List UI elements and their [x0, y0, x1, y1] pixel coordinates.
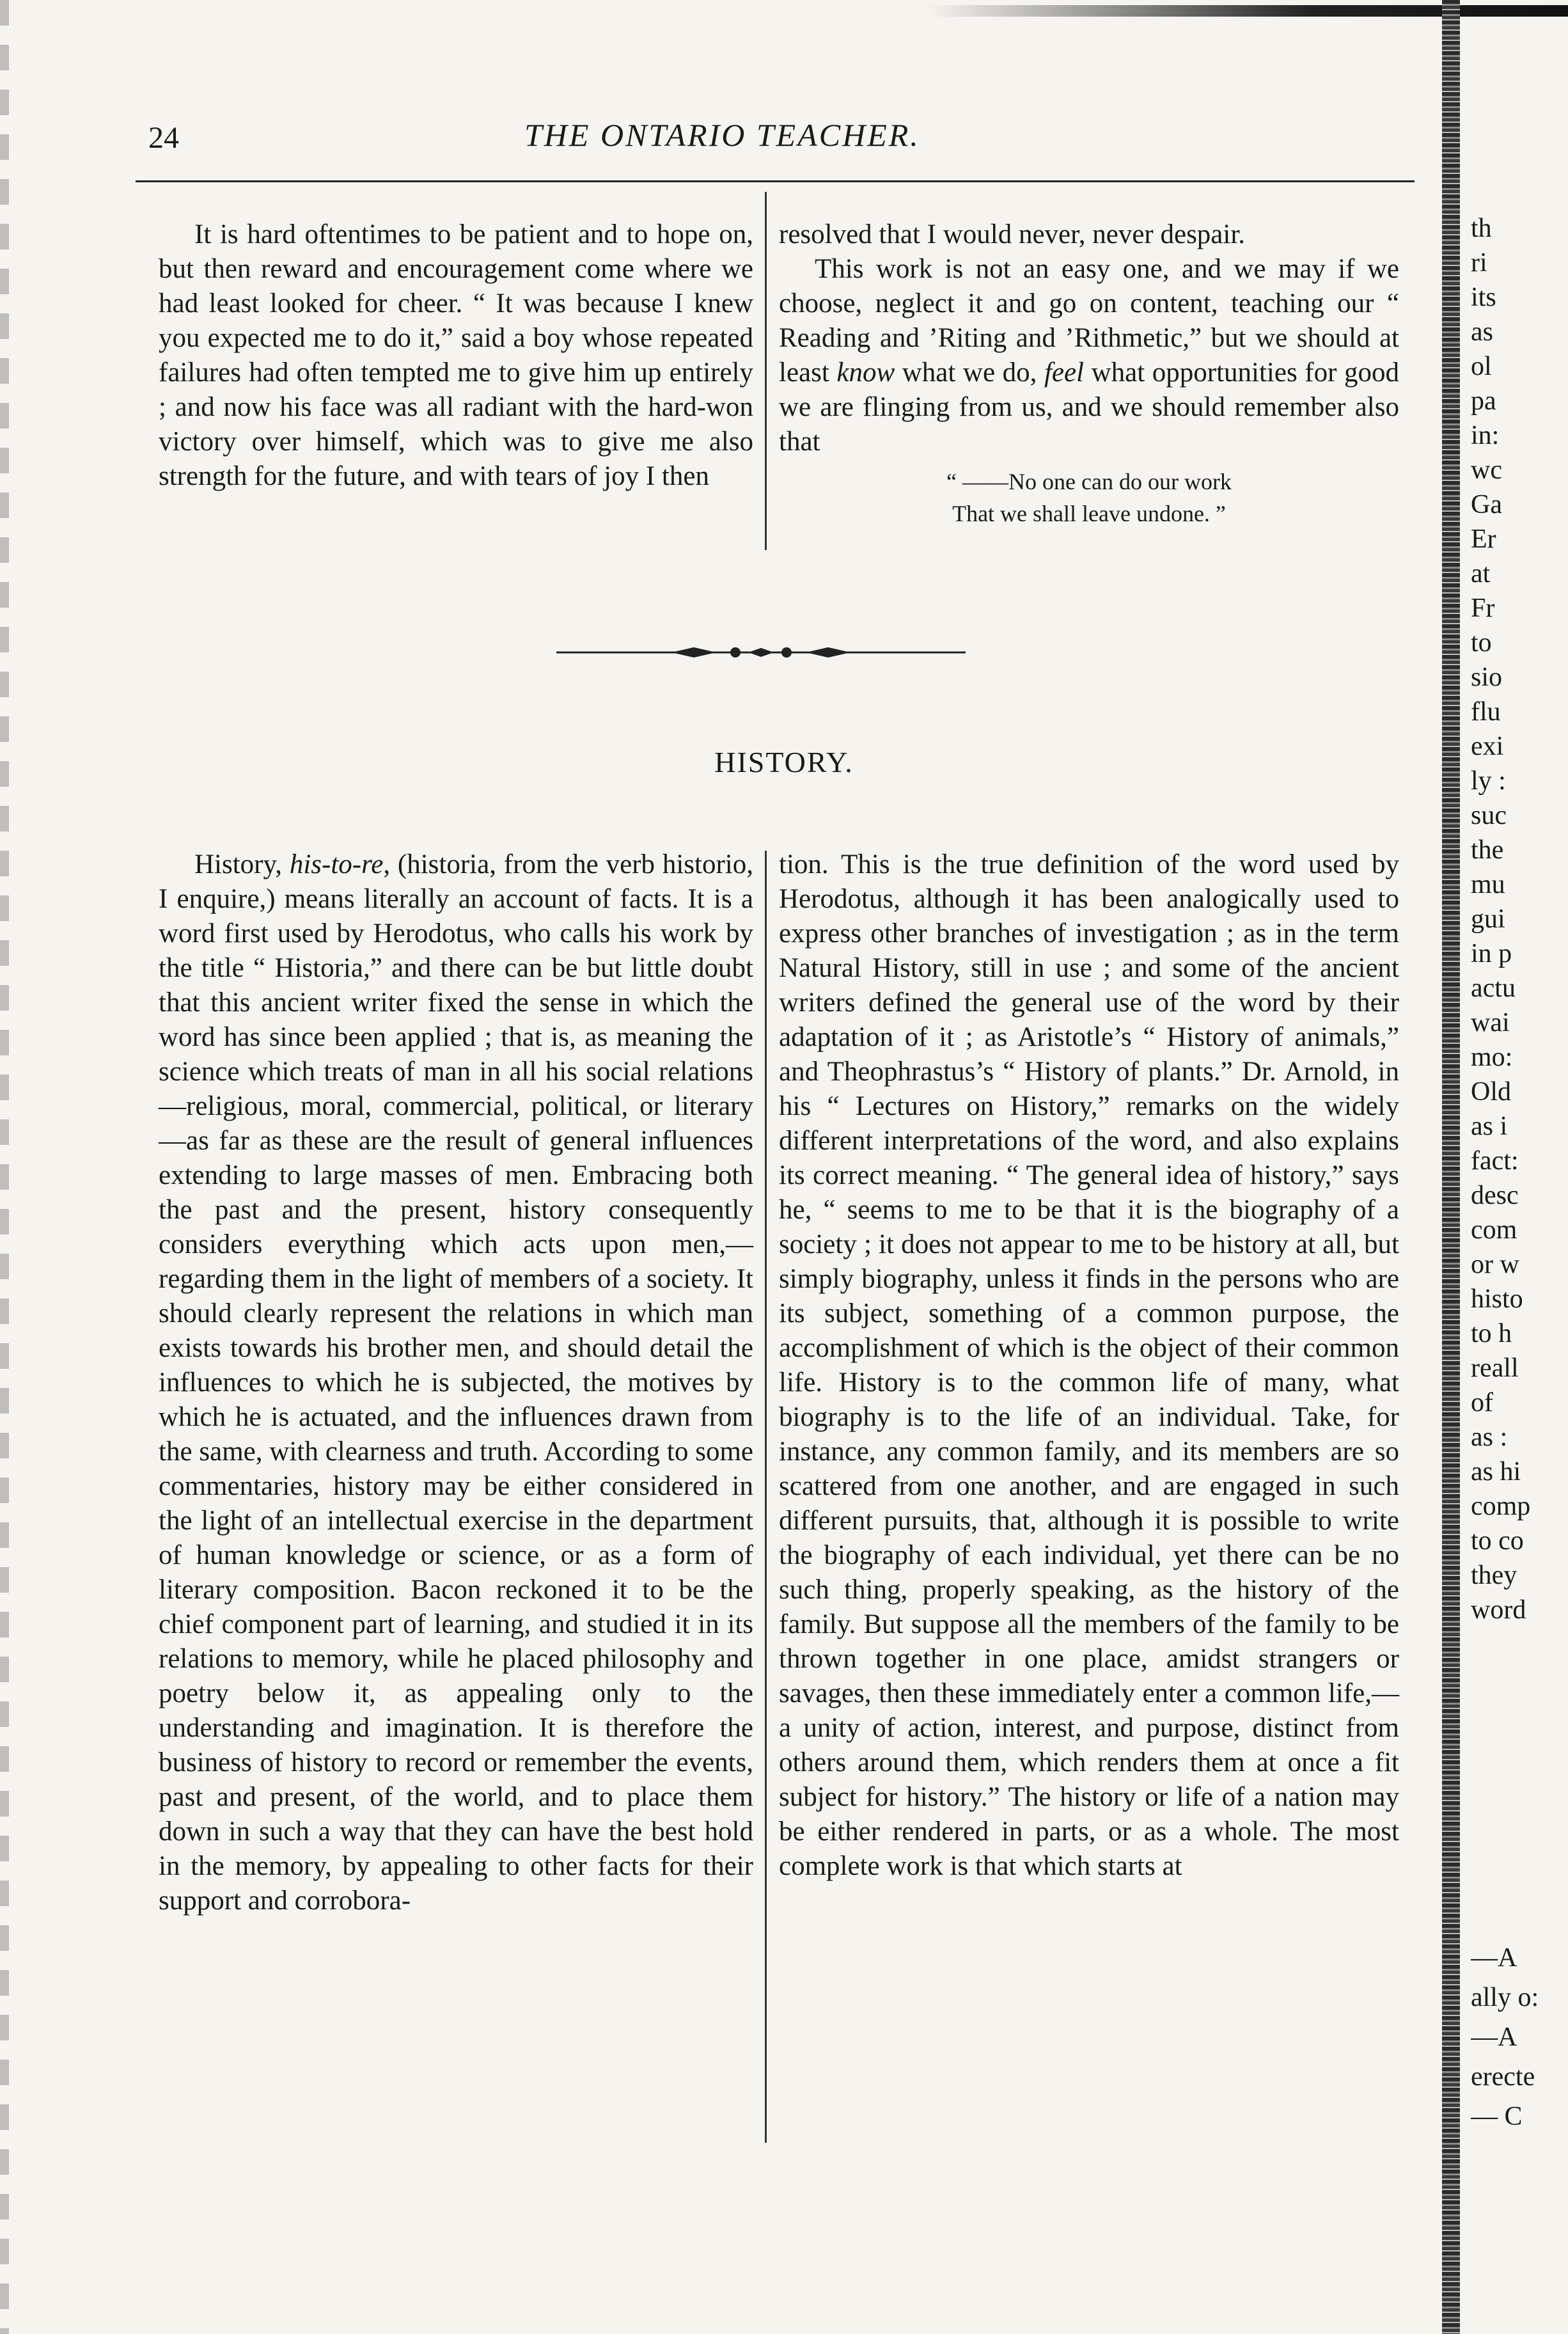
- facing-page-fragment: [1471, 211, 1567, 1627]
- fragment-line: suc: [1471, 801, 1507, 830]
- fragment-line: to h: [1471, 1319, 1512, 1348]
- fragment-line: comp: [1471, 1492, 1531, 1521]
- fragment-line: in p: [1471, 939, 1512, 968]
- fragment-line: Ga: [1471, 490, 1502, 519]
- emphasis-pronunciation: his-to-re: [289, 849, 384, 879]
- page-number: 24: [148, 121, 179, 155]
- fragment-line: ally o:: [1471, 1983, 1539, 2012]
- fragment-line: ol: [1471, 352, 1492, 381]
- fragment-line: or w: [1471, 1250, 1519, 1279]
- fragment-line: at: [1471, 559, 1491, 588]
- fragment-line: — C: [1471, 2102, 1523, 2131]
- fragment-line: sio: [1471, 663, 1503, 692]
- text-run: This work is not an easy one, and we may if we choose, neglect it and go on content, teaching our “ Reading and ’Riting and ’Rithmetic,” but we should at least: [779, 254, 1399, 388]
- fragment-line: Fr: [1471, 594, 1495, 623]
- scan-edge: [0, 0, 9, 2334]
- text-run: History,: [194, 849, 290, 879]
- history-column-divider: [765, 851, 767, 2143]
- fragment-line: as hi: [1471, 1457, 1521, 1486]
- top-right-column: [779, 217, 1399, 530]
- poem-quote: [779, 466, 1399, 530]
- fragment-line: —A: [1471, 2023, 1517, 2052]
- fragment-line: mo:: [1471, 1043, 1513, 1072]
- fragment-line: in:: [1471, 421, 1500, 450]
- fragment-line: actu: [1471, 974, 1516, 1003]
- history-right-paragraph: tion. This is the true definition of the word used by Herodotus, although it has been analogically used to express other branches of investigation ; as in the term Natural History, still in use ; and some of the ancient writers defined the general use of the word by their adaptation of it ; as Aristotle’s “ History of animals,” and Theophrastus’s “ History of plants.” Dr. Arnold, in his “ Lectures on History,” remarks on the widely different interpretations of the word, and also explains its correct meaning. “ The general idea of history,” says he, “ seems to me to be that it is the biography of a society ; it does not appear to me to be history at all, but simply biography, unless it finds in the persons who are its subject, something of a common purpose, the accomplishment of which is the object of their common life. History is to the common life of many, what biography is to the life of an individual. Take, for instance, any common family, and its members are so scattered from one another, and are engaged in such different pursuits, that, although it is possible to write the biography of each individual, yet there can be no such thing, properly speaking, as the history of the family. But suppose all the members of the family to be thrown together in one place, amidst strangers or savages, then these immediately enter a common life,—a unity of action, interest, and purpose, distinct from others around them, which renders them at once a fit subject for history.” The history or life of a nation may be either rendered in parts, or as a whole. The most complete work is that which starts at: [779, 849, 1399, 1881]
- fragment-line: gui: [1471, 904, 1505, 934]
- section-ornament: [556, 640, 966, 665]
- top-right-line1: resolved that I would never, never despair.: [779, 219, 1246, 249]
- top-right-paragraph: [779, 252, 1399, 459]
- fragment-line: com: [1471, 1215, 1517, 1245]
- history-right-column: [779, 848, 1399, 1884]
- top-column-divider: [765, 192, 767, 550]
- fragment-line: mu: [1471, 870, 1505, 899]
- fragment-line: to co: [1471, 1526, 1524, 1556]
- fragment-line: histo: [1471, 1284, 1523, 1314]
- fragment-line: to: [1471, 628, 1492, 658]
- quote-line: That we shall leave undone. ”: [952, 501, 1226, 526]
- book-binding-edge: [1442, 0, 1460, 2334]
- fragment-line: as i: [1471, 1112, 1508, 1141]
- history-left-paragraph: [159, 848, 753, 1918]
- facing-page-fragment-bottom: [1471, 1938, 1567, 2136]
- history-left-column: [159, 848, 753, 1918]
- fragment-line: they: [1471, 1561, 1517, 1590]
- fragment-line: erecte: [1471, 2062, 1535, 2092]
- fragment-line: —A: [1471, 1943, 1517, 1973]
- quote-line: “ ——No one can do our work: [946, 469, 1232, 494]
- section-title: HISTORY.: [714, 746, 854, 778]
- emphasis-feel: feel: [1044, 358, 1085, 388]
- fragment-line: wc: [1471, 455, 1502, 485]
- fragment-line: its: [1471, 283, 1496, 312]
- header-rule: [136, 180, 1415, 182]
- fragment-line: wai: [1471, 1008, 1510, 1037]
- fragment-line: fact:: [1471, 1146, 1519, 1176]
- emphasis-know: know: [836, 358, 895, 388]
- fragment-line: reall: [1471, 1353, 1519, 1383]
- fragment-line: ly :: [1471, 766, 1506, 796]
- fragment-line: Old: [1471, 1077, 1511, 1107]
- fragment-line: of: [1471, 1388, 1493, 1417]
- top-left-paragraph: It is hard oftentimes to be patient and to hope on, but then reward and encouragement come where we had least looked for cheer. “ It was because I knew you expected me to do it,” said a boy whose repeated failures had often tempted me to give him up entirely ; and now his face was all radiant with the hard-won victory over himself, which was to give me also strength for the future, and with tears of joy I then: [159, 219, 753, 491]
- text-run: , (historia, from the verb historio, I enquire,) means literally an account of facts. It is a word first used by Herodotus, who calls his work by the title “ Historia,” and there can be but little doubt that this ancient writer fixed the sense in which the word has since been applied ; that is, as meaning the science which treats of man in all his social relations—religious, moral, commercial, political, or literary—as far as these are the result of general influences extending to large masses of men. Embracing both the past and the present, history consequently considers everything which acts upon men,—regarding them in the light of members of a society. It should clearly represent the relations in which man exists towards his brother men, and should detail the influences to which he is subjected, the motives by which he is actuated, and the influences drawn from the same, with clearness and truth. According to some commentaries, history may be either considered in the light of an intellectual exercise in the department of human knowledge or science, or as a form of literary composition. Bacon reckoned it to be the chief component part of learning, and studied it in its relations to memory, while he placed philosophy and poetry below it, as appealing only to the understanding and imagination. It is therefore the business of history to record or remember the events, past and present, of the world, and to place them down in such a way that they can have the best hold in the memory, by appealing to other facts for their support and corrobora-: [159, 849, 753, 1916]
- fragment-line: ri: [1471, 248, 1487, 278]
- text-run: what we do,: [895, 358, 1044, 388]
- fragment-line: the: [1471, 835, 1504, 865]
- fragment-line: desc: [1471, 1181, 1519, 1210]
- fragment-line: exi: [1471, 732, 1504, 761]
- fragment-line: word: [1471, 1595, 1526, 1625]
- fragment-line: Er: [1471, 524, 1496, 554]
- fragment-line: th: [1471, 214, 1492, 243]
- running-title: THE ONTARIO TEACHER.: [524, 117, 920, 153]
- fragment-line: pa: [1471, 386, 1496, 416]
- fragment-line: as: [1471, 317, 1493, 347]
- text-run: what opportunities for good we are flinging from us, and we should remember also that: [779, 358, 1399, 457]
- binding-shadow-top: [927, 5, 1568, 17]
- fragment-line: as :: [1471, 1423, 1508, 1452]
- top-left-column: [159, 217, 753, 494]
- fragment-line: flu: [1471, 697, 1501, 727]
